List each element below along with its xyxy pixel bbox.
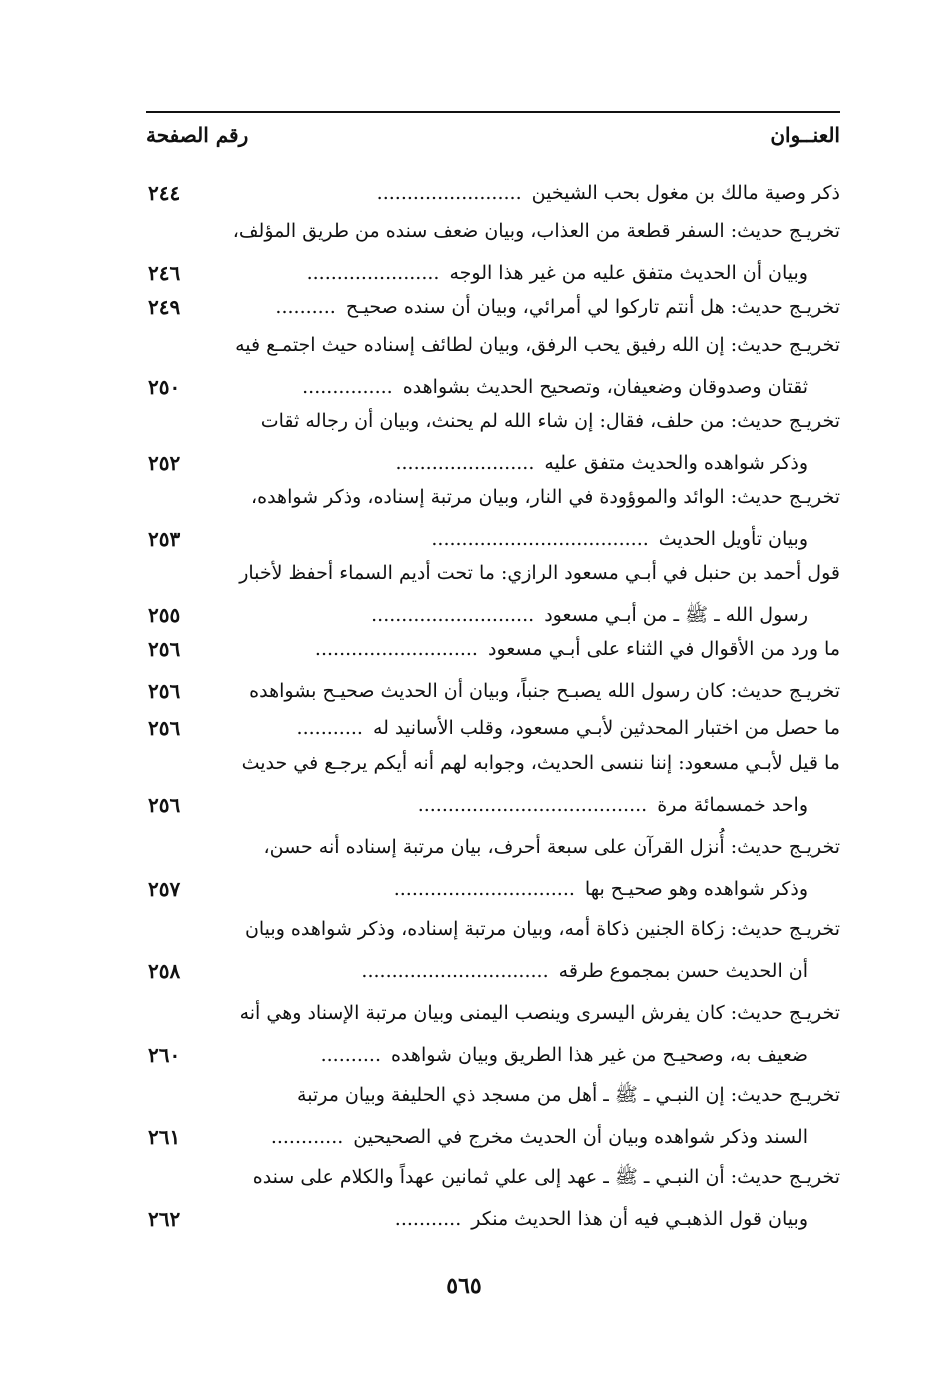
entry-line [395,446,808,480]
entry-line [249,674,840,708]
entry-line [235,328,840,362]
leader-dots: ............ [270,1126,344,1148]
entry-text: ما ورد من الأقوال في الثناء على أبـي مسعود [487,638,840,660]
page-number-heading: رقم الصفحة [146,123,249,147]
entry-text: أن الحديث حسن بمجموع طرقه [558,960,808,982]
entry-line [394,872,808,906]
entry-text: ضعيف به، وصحيـح من غير هذا الطريق وبيان شواهده [391,1044,808,1066]
entry-text: تخريـج حديث: أُنزل القرآن على سبعة أحرف، بيان مرتبة إسناده أنه حسن، [263,836,840,858]
entry-line [275,290,840,324]
entry-text: تخريـج حديث: الوائد والموؤودة في النار، وبيان مرتبة إسناده، وذكر شواهده، [251,486,840,508]
entry-text: وذكر شواهده وهو صحيـح بها [584,878,808,900]
entry-page-number: ٢٥٦ [148,637,181,661]
entry-line [233,214,840,248]
entry-text: تخريـج حديث: إن النبـي ـ ﷺ ـ أهل من مسجد ذي الحليفة وبيان مرتبة [297,1084,840,1106]
entry-line [431,522,808,556]
entry-line [239,556,840,590]
entry-page-number: ٢٥٨ [148,959,181,983]
entry-page-number: ٢٦١ [148,1125,181,1149]
entry-line [307,256,808,290]
entry-line [263,830,840,864]
leader-dots: ........... [394,1208,462,1230]
entry-text: ما حصل من اختبار المحدثين لأبـي مسعود، وقلب الأسانيد له [372,717,840,739]
leader-dots: .............................. [393,878,575,900]
entry-page-number: ٢٥٣ [148,527,181,551]
leader-dots: ........................... [371,604,535,626]
leader-dots: ...................................... [417,794,648,816]
leader-dots: ........................... [314,638,478,660]
entry-text: واحد خمسمائة مرة [657,794,808,816]
entry-line [297,1078,840,1112]
leader-dots: ....................... [395,452,535,474]
entry-text: ثقتان وصدوقان وضعيفان، وتصحيح الحديث بشواهده [402,376,808,398]
page-footer-number: ٥٦٥ [446,1273,482,1299]
entry-line [418,788,808,822]
leader-dots: .......... [275,296,336,318]
entry-text: تخريـج حديث: كان رسول الله يصبـح جنباً، وبيان أن الحديث صحيـح بشواهده [249,680,840,702]
entry-line [261,404,840,438]
entry-text: ما قيل لأبـي مسعود: إننا ننسى الحديث، وجوابه لهم أنه أيكم يرجـع في حديث [241,752,840,774]
entry-text: وبيان أن الحديث متفق عليه من غير هذا الوجه [449,262,808,284]
entry-text: تخريـج حديث: أن النبـي ـ ﷺ ـ عهد إلى علي ثمانين عهداً والكلام على سنده [252,1166,840,1188]
leader-dots: ............... [302,376,393,398]
entry-line [251,480,840,514]
entry-line [395,1202,808,1236]
entry-line [240,996,840,1030]
entry-page-number: ٢٥٥ [148,603,181,627]
entry-page-number: ٢٤٤ [148,181,181,205]
entry-line [245,912,840,946]
leader-dots: ........................ [376,182,522,204]
entry-text: تخريـج حديث: هل أنتم تاركوا لي أمرائي، وبيان أن سنده صحيـح [345,296,840,318]
entry-line [371,598,808,632]
entry-line [321,1038,808,1072]
leader-dots: .......... [320,1044,381,1066]
entry-page-number: ٢٥٦ [148,793,181,817]
column-title-heading: العنــوان [770,123,840,147]
leader-dots: ........... [296,717,363,739]
entry-page-number: ٢٦٢ [148,1207,181,1231]
entry-text: قول أحمد بن حنبل في أبـي مسعود الرازي: ما تحت أديم السماء أحفظ لأخبار [239,562,840,584]
entry-line [253,1160,840,1194]
entry-page-number: ٢٤٩ [148,295,181,319]
entry-line [242,746,840,780]
entry-text: تخريـج حديث: السفر قطعة من العذاب، وبيان ضعف سنده من طريق المؤلف، [232,220,840,242]
entry-page-number: ٢٥٠ [148,375,181,399]
leader-dots: ...................... [306,262,440,284]
entry-line [302,370,808,404]
leader-dots: .................................... [431,528,649,550]
entry-text: تخريـج حديث: كان يفرش اليسرى وينصب اليمنى وبيان مرتبة الإسناد وهي أنه [239,1002,840,1024]
entry-page-number: ٢٥٦ [148,716,181,740]
entry-line [315,632,840,666]
leader-dots: ............................... [361,960,549,982]
entry-text: وذكر شواهده والحديث متفق عليه [544,452,808,474]
entry-line [361,954,808,988]
entry-text: وبيان قول الذهبـي فيه أن هذا الحديث منكر [471,1208,808,1230]
entry-text: وبيان تأويل الحديث [658,528,808,550]
entry-page-number: ٢٦٠ [148,1043,181,1067]
entry-text: تخريـج حديث: من حلف، فقال: إن شاء الله لم يحنث، وبيان أن رجاله ثقات [260,410,840,432]
entry-line [271,1120,808,1154]
entry-text: تخريـج حديث: زكاة الجنين ذكاة أمه، وبيان مرتبة إسناده، وذكر شواهده وبيان [244,918,840,940]
entry-line [297,711,840,745]
entry-text: تخريـج حديث: إن الله رفيق يحب الرفق، وبيان لطائف إسناده حيث اجتمـع فيه [235,334,840,356]
entry-page-number: ٢٤٦ [148,261,181,285]
entry-page-number: ٢٥٢ [148,451,181,475]
entry-page-number: ٢٥٦ [148,679,181,703]
entry-line [377,176,840,210]
entry-page-number: ٢٥٧ [148,877,181,901]
entry-text: السند وذكر شواهده وبيان أن الحديث مخرج في الصحيحين [353,1126,808,1148]
entry-text: رسول الله ـ ﷺ ـ من أبـي مسعود [544,604,808,626]
entry-text: ذكر وصية مالك بن مغول بحب الشيخين [531,182,840,204]
